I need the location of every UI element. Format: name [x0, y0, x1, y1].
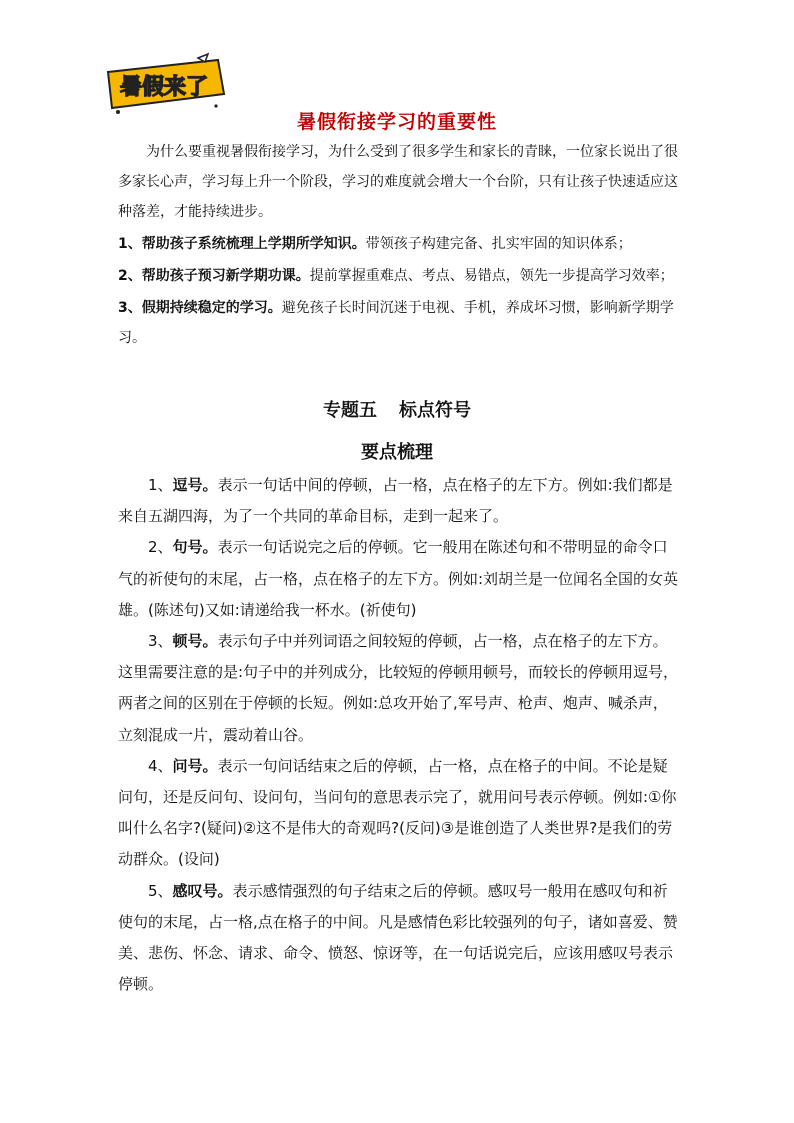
logo-text: 暑假来了	[119, 75, 209, 100]
page-title: 暑假衔接学习的重要性	[296, 111, 497, 133]
item-period: 2、句号。表示一句话说完之后的停顿。它一般用在陈述句和不带明显的命令口气的祈使句的末尾，占一格，点在格子的左下方。例如:刘胡兰是一位闻名全国的女英雄。(陈述句)又如:请递给我一杯水。(祈使句)	[118, 538, 679, 619]
item-enumeration-comma: 3、顿号。表示句子中并列词语之间较短的停顿，占一格，点在格子的左下方。这里需要注意的是:句子中的并列成分，比较短的停顿用顿号，而较长的停顿用逗号，两者之间的区别在于停顿的长短。例如:总攻开始了,军号声、枪声、炮声、喊杀声，立刻混成一片，震动着山谷。	[118, 632, 679, 744]
intro-point-3: 3、假期持续稳定的学习。避免孩子长时间沉迷于电视、手机，养成坏习惯，影响新学期学习。	[118, 300, 674, 346]
intro-point-1: 1、帮助孩子系统梳理上学期所学知识。带领孩子构建完备、扎实牢固的知识体系；	[118, 236, 632, 252]
intro-paragraph: 为什么要重视暑假衔接学习，为什么受到了很多学生和家长的青睐，一位家长说出了很多家长心声，学习每上升一个阶段，学习的难度就会增大一个台阶，只有让孩子快速适应这种落差，才能持续进步。	[118, 144, 678, 220]
punctuation-list	[118, 470, 680, 1000]
intro-section	[118, 137, 678, 353]
intro-point-2: 2、帮助孩子预习新学期功课。提前掌握重难点、考点、易错点，领先一步提高学习效率；	[118, 268, 674, 284]
topic-heading: 专题五 标点符号	[323, 400, 471, 421]
item-question-mark: 4、问号。表示一句问话结束之后的停顿，占一格，点在格子的中间。不论是疑问句，还是反问句、设问句，当问句的意思表示完了，就用问号表示停顿。例如:①你叫什么名字?(疑问)②这不是伟大的奇观吗?(反问)③是谁创造了人类世界?是我们的劳动群众。(设问)	[118, 756, 677, 869]
item-comma: 1、逗号。表示一句话中间的停顿，占一格，点在格子的左下方。例如:我们都是来自五湖四海，为了一个共同的革命目标，走到一起来了。	[118, 476, 673, 526]
topic-subtitle: 要点梳理	[361, 442, 433, 463]
item-exclamation-mark: 5、感叹号。表示感情强烈的句子结束之后的停顿。感叹号一般用在感叹句和祈使句的末尾，占一格,点在格子的中间。凡是感情色彩比较强列的句子，诸如喜爱、赞美、悲伤、怀念、请求、命令、愤怒、惊讶等，在一句话说完后，应该用感叹号表示停顿。	[118, 881, 678, 994]
